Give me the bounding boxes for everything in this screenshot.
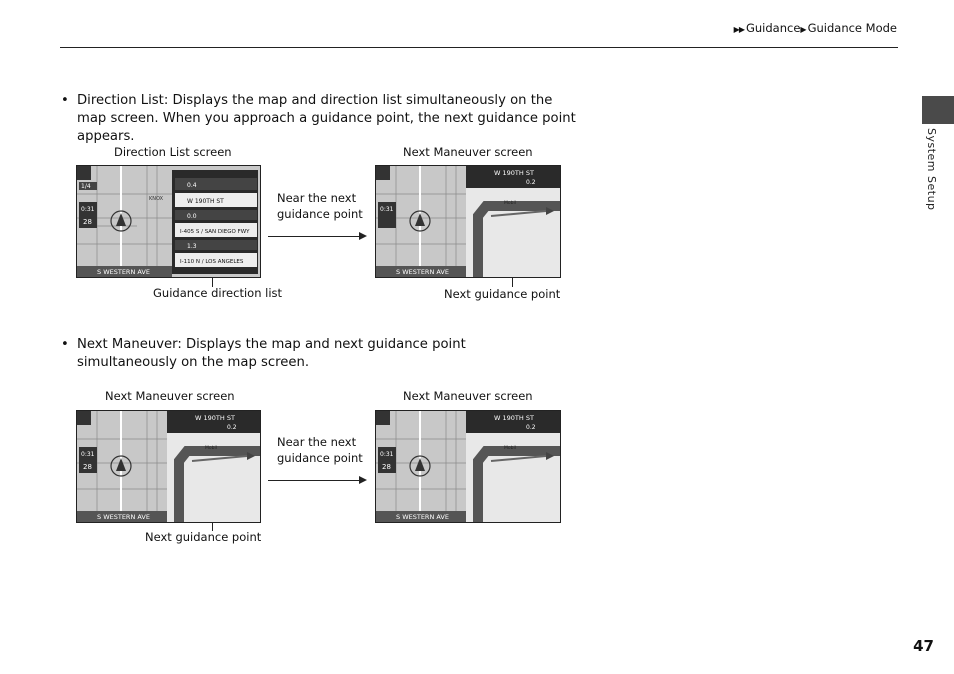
transition-arrow-line <box>268 236 360 237</box>
bullet-description-2: : Displays the map and next guidance point simultaneously on the map screen. <box>77 337 466 370</box>
header-divider <box>60 47 898 48</box>
map-time-label-4: 0:31 <box>380 451 394 458</box>
callout-line-next-guidance <box>512 278 513 287</box>
caption-next-maneuver-screen-right: Next Maneuver screen <box>403 389 533 403</box>
breadcrumb-arrows-icon: ▶▶ <box>733 25 744 34</box>
map-eta-label-3: 28 <box>83 463 92 471</box>
caption-next-maneuver-screen-left: Next Maneuver screen <box>105 389 235 403</box>
screen-next-maneuver-2a <box>76 410 261 523</box>
list-dist-1: 0.4 <box>187 182 197 189</box>
bullet-dot-icon: • <box>61 93 69 108</box>
screen-next-maneuver-2b <box>375 410 561 523</box>
transition-arrow-icon-2 <box>359 476 367 484</box>
list-item-1: W 190TH ST <box>187 198 224 205</box>
bullet-term: Direction List <box>77 93 164 108</box>
screen-next-maneuver-1 <box>375 165 561 278</box>
list-item-3: I-110 N / LOS ANGELES <box>180 259 244 265</box>
arrow-label-line1: Near the next <box>277 191 357 205</box>
map-time-label-3: 0:31 <box>81 451 95 458</box>
bullet-direction-list <box>61 92 577 146</box>
list-item-2: I-405 S / SAN DIEGO FWY <box>180 229 250 235</box>
side-tab-marker <box>922 96 954 124</box>
map-eta-label-4: 28 <box>382 463 391 471</box>
panel-distance-label-4: 0.2 <box>526 424 536 431</box>
callout-next-guidance-point: Next guidance point <box>444 287 561 301</box>
bullet-next-maneuver <box>61 336 567 372</box>
panel-street-label-4: W 190TH ST <box>494 414 534 422</box>
map-street-label: KNOX <box>149 196 164 202</box>
caption-next-maneuver-screen: Next Maneuver screen <box>403 145 533 159</box>
map-time-label: 0:31 <box>81 206 95 213</box>
breadcrumb-guidance[interactable]: Guidance <box>745 21 801 35</box>
map-time-label-2: 0:31 <box>380 206 394 213</box>
screen-direction-list <box>76 165 261 278</box>
caption-direction-list-screen: Direction List screen <box>114 145 232 159</box>
side-tab-label: System Setup <box>925 128 938 211</box>
panel-street-label: W 190TH ST <box>494 169 534 177</box>
breadcrumb-guidance-mode[interactable]: Guidance Mode <box>807 21 897 35</box>
list-dist-2: 0.0 <box>187 213 197 220</box>
panel-street-label-3: W 190TH ST <box>195 414 235 422</box>
panel-distance-label-3: 0.2 <box>227 424 237 431</box>
panel-poi-label-4: Mobil <box>504 446 516 451</box>
map-bottom-street-2: S WESTERN AVE <box>396 268 449 276</box>
map-bottom-street-4: S WESTERN AVE <box>396 513 449 521</box>
map-bottom-street: S WESTERN AVE <box>97 268 150 276</box>
arrow-label-near-next <box>277 190 363 222</box>
panel-poi-label: Mobil <box>504 201 516 206</box>
arrow-label-near-next-2 <box>277 434 363 466</box>
arrow-label-line2-2: guidance point <box>277 451 363 465</box>
panel-poi-label-3: Mobil <box>205 446 217 451</box>
map-bottom-street-3: S WESTERN AVE <box>97 513 150 521</box>
map-scale-label: 1/4 <box>81 183 91 190</box>
page-number: 47 <box>913 637 934 655</box>
transition-arrow-icon <box>359 232 367 240</box>
bullet-dot-icon-2: • <box>61 337 69 352</box>
breadcrumb-separator-icon: ▶ <box>800 25 806 34</box>
list-dist-3: 1.3 <box>187 243 197 250</box>
callout-next-guidance-point-2: Next guidance point <box>145 530 262 544</box>
panel-distance-label: 0.2 <box>526 179 536 186</box>
bullet-description: : Displays the map and direction list simultaneously on the map screen. When you approach a guidance point, the next guidance point appears. <box>77 93 576 144</box>
arrow-label-line2: guidance point <box>277 207 363 221</box>
transition-arrow-line-2 <box>268 480 360 481</box>
arrow-label-line1-2: Near the next <box>277 435 357 449</box>
map-eta-label: 28 <box>83 218 92 226</box>
bullet-term-2: Next Maneuver <box>77 337 178 352</box>
callout-guidance-direction-list: Guidance direction list <box>153 286 283 300</box>
breadcrumb <box>734 21 897 35</box>
